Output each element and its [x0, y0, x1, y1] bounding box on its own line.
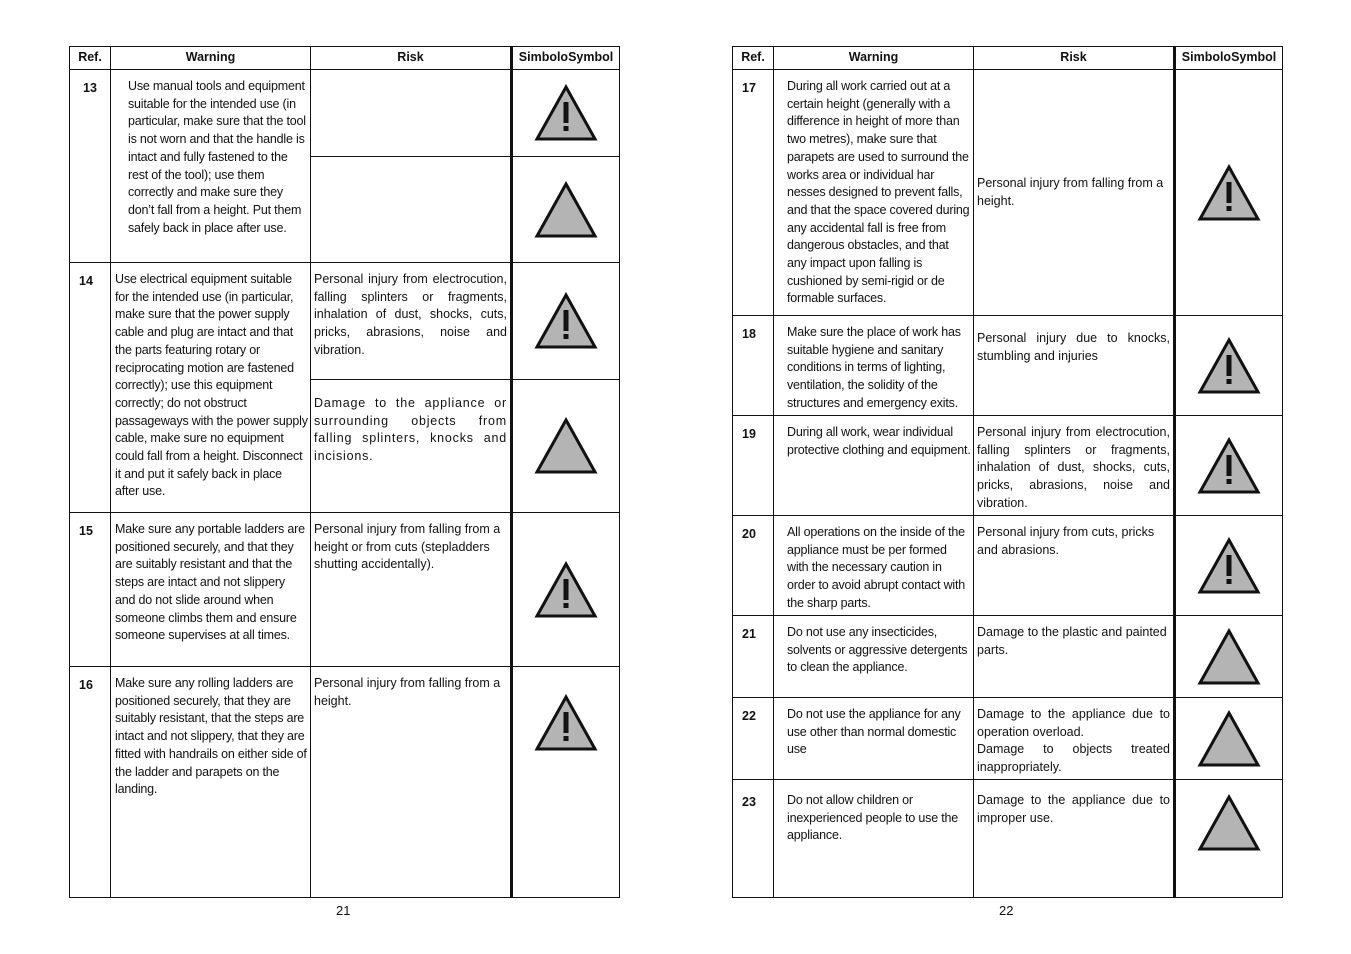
risk-cell: Personal injury from cuts, pricks and abrasions.: [974, 516, 1175, 616]
risk-line: Damage to objects treated inappropriately.: [977, 742, 1170, 775]
left-warning-table: [69, 46, 620, 898]
table-row: [733, 316, 1283, 416]
ref-cell: 21: [733, 616, 774, 698]
symbol-cell: [1175, 316, 1283, 416]
risk-cell: [311, 157, 512, 263]
table-row: [733, 516, 1283, 616]
warning-cell: Make sure any portable ladders are positioned securely, and that they are suitably resistant and that the steps are intact and not slippery and do not slide around when someone climbs them and ensure someone supervises at all times.: [111, 513, 311, 667]
header-symbol: SimboloSymbol: [1175, 47, 1283, 70]
header-warning: Warning: [774, 47, 974, 70]
risk-cell: Personal injury from falling from a height.: [974, 70, 1175, 316]
warning-cell: All operations on the inside of the appliance must be per formed with the necessary caution in order to avoid abrupt contact with the sharp parts.: [774, 516, 974, 616]
warning-cell: Do not use any insecticides, solvents or aggressive detergents to clean the appliance.: [774, 616, 974, 698]
warning-cell: Make sure any rolling ladders are positioned securely, that they are suitably resistant, that the steps are intact and not slippery, that they are fitted with handrails on either side of the ladder and parapets on the landing.: [111, 667, 311, 898]
table-row: [733, 416, 1283, 516]
symbol-cell: [1175, 516, 1283, 616]
ref-cell: 22: [733, 698, 774, 780]
table-row: [733, 780, 1283, 898]
symbol-cell: [1175, 616, 1283, 698]
symbol-cell: [1175, 70, 1283, 316]
warning-exclamation-triangle-icon: [534, 292, 598, 350]
header-ref: Ref.: [70, 47, 111, 70]
warning-exclamation-triangle-icon: [534, 561, 598, 619]
header-warning: Warning: [111, 47, 311, 70]
risk-cell: Personal injury from falling from a height or from cuts (stepladders shutting accidentally).: [311, 513, 512, 667]
risk-line: Damage to the appliance due to operation overload.: [977, 707, 1170, 739]
warning-exclamation-triangle-icon: [1197, 537, 1261, 595]
warning-cell: Do not allow children or inexperienced people to use the appliance.: [774, 780, 974, 898]
table-row: [70, 667, 620, 898]
table-header-row: [733, 47, 1283, 70]
symbol-cell: [512, 263, 620, 380]
ref-cell: 16: [70, 667, 111, 898]
table-row: [70, 513, 620, 667]
plain-triangle-icon: [1197, 628, 1261, 686]
ref-cell: 14: [70, 263, 111, 513]
table-row: [70, 263, 620, 380]
risk-cell: [311, 70, 512, 157]
warning-exclamation-triangle-icon: [1197, 337, 1261, 395]
symbol-cell: [512, 513, 620, 667]
symbol-cell: [1175, 698, 1283, 780]
ref-cell: 13: [70, 70, 111, 263]
risk-cell: Damage to the appliance or surrounding objects from falling splinters, knocks and incisions.: [311, 380, 512, 513]
warning-exclamation-triangle-icon: [1197, 164, 1261, 222]
right-warning-table: [732, 46, 1283, 898]
symbol-cell: [512, 667, 620, 898]
symbol-cell: [512, 380, 620, 513]
table-header-row: [70, 47, 620, 70]
header-risk: Risk: [974, 47, 1175, 70]
ref-cell: 18: [733, 316, 774, 416]
risk-cell: Personal injury from falling from a height.: [311, 667, 512, 898]
symbol-cell: [512, 70, 620, 157]
table-row: [733, 698, 1283, 780]
ref-cell: 23: [733, 780, 774, 898]
risk-cell: Personal injury from electrocution, falling splinters or fragments, inhalation of dust, shocks, cuts, pricks, abrasions, noise and vibration.: [974, 416, 1175, 516]
warning-exclamation-triangle-icon: [534, 84, 598, 142]
warning-cell: Make sure the place of work has suitable hygiene and sanitary conditions in terms of lighting, ventilation, the solidity of the structures and emergency exits.: [774, 316, 974, 416]
table-row: [70, 70, 620, 157]
header-risk: Risk: [311, 47, 512, 70]
warning-exclamation-triangle-icon: [534, 694, 598, 752]
warning-cell: Do not use the appliance for any use other than normal domestic use: [774, 698, 974, 780]
symbol-cell: [512, 157, 620, 263]
plain-triangle-icon: [1197, 710, 1261, 768]
table-row: [733, 70, 1283, 316]
risk-cell: Damage to the appliance due to improper use.: [974, 780, 1175, 898]
plain-triangle-icon: [1197, 794, 1261, 852]
risk-cell: Personal injury due to knocks, stumbling and injuries: [974, 316, 1175, 416]
symbol-cell: [1175, 416, 1283, 516]
warning-cell: During all work carried out at a certain height (generally with a difference in height of more than two metres), make sure that parapets are used to surround the works area or individual har nesses designed to prevent falls, and that the space covered during any accidental fall is free from dangerous obstacles, and that any impact upon falling is cushioned by semi-rigid or de formable surfaces.: [774, 70, 974, 316]
plain-triangle-icon: [534, 181, 598, 239]
plain-triangle-icon: [534, 417, 598, 475]
page-number: 21: [336, 903, 351, 918]
risk-cell: [974, 698, 1175, 780]
ref-cell: 17: [733, 70, 774, 316]
table-row: [733, 616, 1283, 698]
symbol-cell: [1175, 780, 1283, 898]
risk-cell: Personal injury from electrocution, falling splinters or fragments, inhalation of dust, shocks, cuts, pricks, abrasions, noise and vibration.: [311, 263, 512, 380]
ref-cell: 15: [70, 513, 111, 667]
warning-cell: During all work, wear individual protective clothing and equipment.: [774, 416, 974, 516]
ref-cell: 20: [733, 516, 774, 616]
warning-cell: Use manual tools and equipment suitable for the intended use (in particular, make sure that the tool is not worn and that the handle is intact and fully fastened to the rest of the tool); use them correctly and make sure they don’t fall from a height. Put them safely back in place after use.: [111, 70, 311, 263]
ref-cell: 19: [733, 416, 774, 516]
warning-cell: Use electrical equipment suitable for the intended use (in particular, make sure that the power supply cable and plug are intact and that the parts featuring rotary or reciprocating motion are fastened correctly); use this equipment correctly; do not obstruct passageways with the power supply cable, make sure no equipment could fall from a height. Disconnect it and put it safely back in place after use.: [111, 263, 311, 513]
page-number: 22: [999, 903, 1014, 918]
header-symbol: SimboloSymbol: [512, 47, 620, 70]
header-ref: Ref.: [733, 47, 774, 70]
warning-exclamation-triangle-icon: [1197, 437, 1261, 495]
risk-cell: Damage to the plastic and painted parts.: [974, 616, 1175, 698]
